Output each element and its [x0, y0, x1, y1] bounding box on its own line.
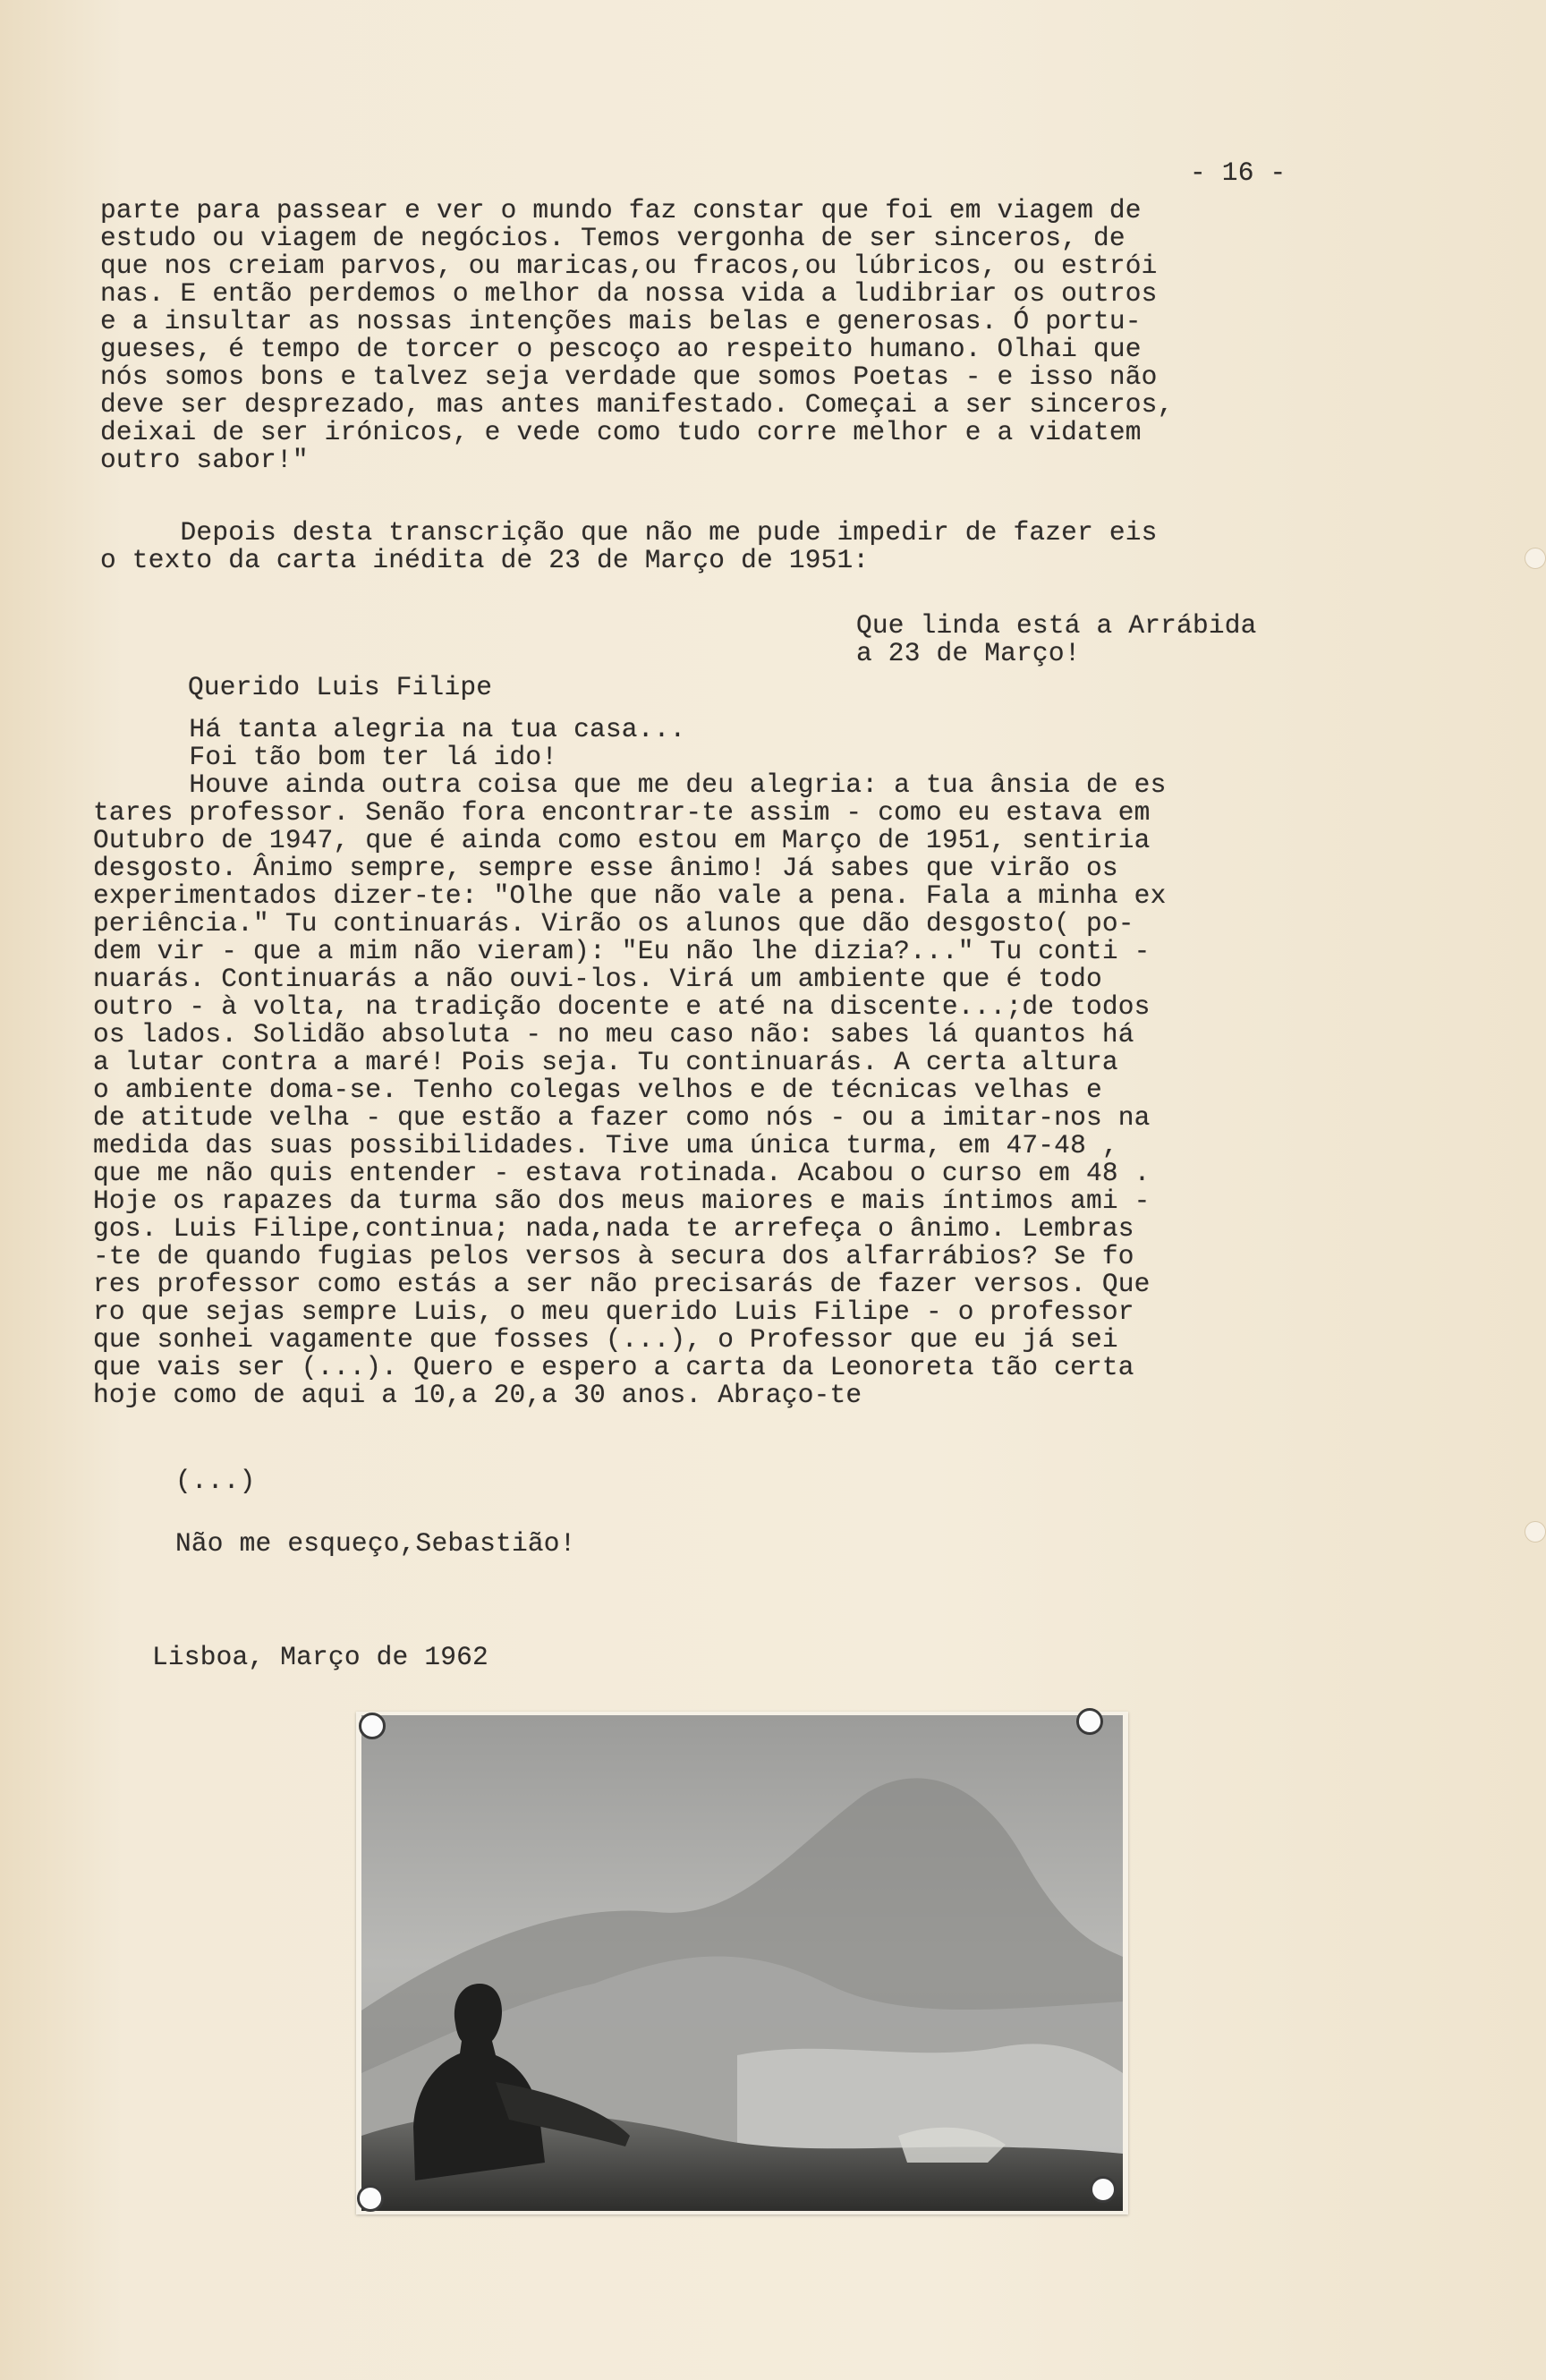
photograph-man-seated-overlooking-arrabida-icon: [361, 1715, 1123, 2211]
letter-omission-mark: (...): [175, 1466, 256, 1496]
letter-body: Há tanta alegria na tua casa... Foi tão bom ter lá ido! Houve ainda outra coisa que me deu alegria: a tua ânsia de es tares professor. Senão fora encontrar-te assim - como eu estava em Outubro de 1947, que é ainda como estou em Março de 1951, sentiria desgosto. Ânimo sempre, sempre esse ânimo! Já sabes que virão os experimentados dizer-te: "Olhe que não vale a pena. Fala a minha ex periência." Tu continuarás. Virão os alunos que dão desgosto( po- dem vir - que a mim não vieram): "Eu não lhe dizia?..." Tu conti - nuarás. Continuarás a não ouvi-los. Virá um ambiente que é todo outro - à volta, na tradição docente e até na discente...;de todos os lados. Solidão absoluta - no meu caso não: sabes lá quantos há a lutar contra a maré! Pois seja. Tu continuarás. A certa altura o ambiente doma-se. Tenho colegas velhos e de técnicas velhas e de atitude velha - que estão a fazer como nós - ou a imitar-nos na medida das suas possibilidades. Tive uma única turma, em 47-48 , que me não quis entender - estava rotinada. Acabou o curso em 48 . Hoje os rapazes da turma são dos meus maiores e mais íntimos ami - gos. Luis Filipe,continua; nada,nada te arrefeça o ânimo. Lembras -te de quando fugias pelos versos à secura dos alfarrábios? Se fo res professor como estás a ser não precisarás de fazer versos. Que ro que sejas sempre Luis, o meu querido Luis Filipe - o professor que sonhei vagamente que fosses (...), o Professor que eu já sei que vais ser (...). Quero e espero a carta da Leonoreta tão certa hoje como de aqui a 10,a 20,a 30 anos. Abraço-te: [93, 714, 1167, 1410]
paragraph-transition: Depois desta transcrição que não me pude impedir de fazer eis o texto da carta inédita de 23 de Março de 1951:: [100, 517, 1158, 575]
binder-hole-bottom-icon: [1525, 1521, 1546, 1543]
grommet-bottom-right-icon: [1090, 2176, 1117, 2203]
page-number: - 16 -: [1190, 157, 1287, 188]
grommet-top-left-icon: [359, 1713, 386, 1739]
grommet-top-right-icon: [1076, 1708, 1103, 1735]
letter-place-date: Que linda está a Arrábida a 23 de Março!: [856, 610, 1257, 668]
paragraph-quote-ending: parte para passear e ver o mundo faz constar que foi em viagem de estudo ou viagem de negócios. Temos vergonha de ser sinceros, de que nos creiam parvos, ou maricas,ou fracos,ou lúbricos, ou estrói nas. E então perdemos o melhor da nossa vida a ludibriar os outros e a insultar as nossas intenções mais belas e generosas. Ó portu- gueses, é tempo de torcer o pescoço ao respeito humano. Olhai que nós somos bons e talvez seja verdade que somos Poetas - e isso não deve ser desprezado, mas antes manifestado. Começai a ser sinceros, deixai de ser irónicos, e vede como tudo corre melhor e a vidatem outro sabor!": [100, 195, 1174, 475]
dateline: Lisboa, Março de 1962: [152, 1642, 488, 1672]
letter-signoff: Não me esqueço,Sebastião!: [175, 1528, 576, 1559]
grommet-bottom-left-icon: [357, 2185, 384, 2212]
photo-mount: [356, 1712, 1128, 2214]
letter-salutation: Querido Luis Filipe: [188, 672, 493, 702]
binder-hole-top-icon: [1525, 548, 1546, 569]
